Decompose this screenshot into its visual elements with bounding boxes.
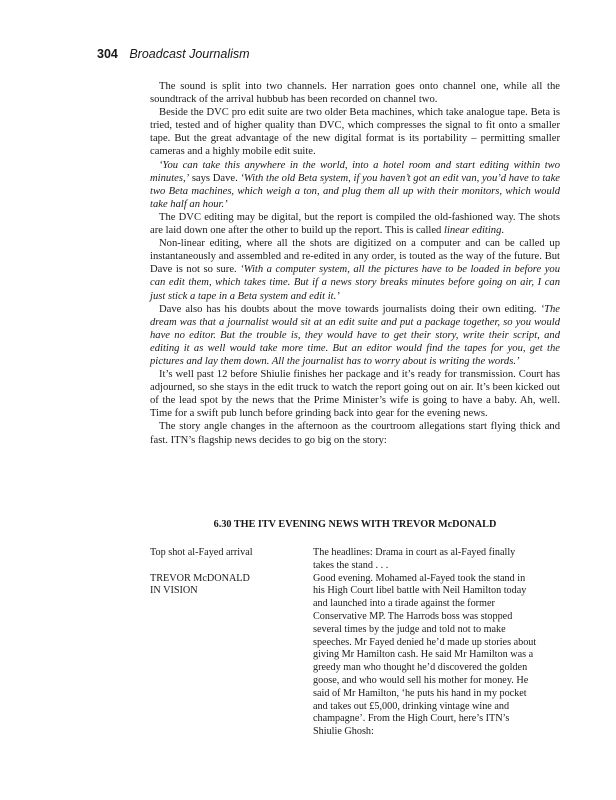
text-run: The DVC editing may be digital, but the report is compiled the old-fashioned way. The shots are laid down one after the other to build up the report. This is called <box>150 211 560 237</box>
narration-line: said of Mr Hamilton, ‘he puts his hand in my pocket <box>313 687 527 699</box>
text-run: Dave also has his doubts about the move towards journalists doing their own editing. <box>159 303 541 315</box>
narration-line: Conservative MP. The Harrods boss was stopped <box>313 610 513 622</box>
narration-line: takes the stand . . . <box>313 559 389 571</box>
shot-description <box>150 573 313 739</box>
narration-line: speeches. Mr Fayed denied he’d made up stories about <box>313 636 537 648</box>
narration-line: goose, and who would sell his mother for money. He <box>313 674 529 686</box>
script-title: 6.30 THE ITV EVENING NEWS WITH TREVOR McDONALD <box>213 519 497 530</box>
script-row <box>150 573 560 739</box>
text-run: Beside the DVC pro edit suite are two older Beta machines, which take analogue tape. Beta is tried, tested and of higher quality than DVC, which compresses the signal to fit onto a smaller tape. But the great advantage of the new digital format is its portability – permitting smaller cameras and a highly mobile edit suite. <box>150 107 560 158</box>
page-number: 304 <box>97 47 118 61</box>
shot-line: Top shot al-Fayed arrival <box>150 547 253 558</box>
narration-line: his High Court libel battle with Neil Hamilton today <box>313 585 527 597</box>
paragraph <box>150 303 560 368</box>
narration-line: and launched into a tirade against the former <box>313 598 495 610</box>
narration-line: greedy man who thought he’d discovered the golden <box>313 662 528 674</box>
paragraph <box>150 420 560 446</box>
paragraph <box>150 237 560 302</box>
narration-line: Good evening. Mohamed al-Fayed took the stand in <box>313 572 526 584</box>
shot-description <box>150 547 313 573</box>
text-run: . <box>501 225 505 237</box>
narration <box>313 573 553 739</box>
narration-line: several times by the judge and told not to make <box>313 623 506 635</box>
shot-line: TREVOR McDONALD <box>150 572 250 584</box>
narration-line: champagne’. From the High Court, here’s ITN’s <box>313 713 510 725</box>
italic-text: linear editing <box>444 225 502 237</box>
running-header <box>97 47 250 61</box>
text-run: Non-linear editing, where all the shots are digitized on a computer and can be called up instantaneously and assembled and re-edited in any order, is touted as the way of the future. But Dave is not so sure. <box>150 238 560 276</box>
narration-line: giving Mr Hamilton cash. He said Mr Hamilton was a <box>313 649 534 661</box>
narration-line: The headlines: Drama in court as al-Fayed finally <box>313 547 516 558</box>
shot-line: IN VISION <box>150 585 198 597</box>
book-title: Broadcast Journalism <box>129 47 250 61</box>
italic-text: ‘With the old Beta system, if you haven’t got an edit van, you’d have to take two Beta machines, which weigh a ton, and plug them all up with their monitors, which would take half an hour.’ <box>150 172 560 210</box>
paragraph <box>150 211 560 237</box>
script-row <box>150 547 560 573</box>
paragraph <box>150 368 560 420</box>
body-text <box>150 80 560 447</box>
text-run: The story angle changes in the afternoon as the courtroom allegations start flying thick and fast. ITN’s flagship news decides to go big on the story: <box>150 421 560 446</box>
paragraph <box>150 106 560 158</box>
narration <box>313 547 553 573</box>
text-run: says Dave. <box>189 172 241 184</box>
text-run: It’s well past 12 before Shiulie finishes her package and it’s ready for transmission. Court has adjourned, so she stays in the edit truck to watch the report going out on air. It’s been kicked out of the lead spot by the news that the Prime Minister’s wife is going to have a baby. Ah, well. Time for a swift pub lunch before grinding back into gear for the evening news. <box>150 369 560 420</box>
text-run: The sound is split into two channels. Her narration goes onto channel one, while all the soundtrack of the arrival hubbub has been recorded on channel two. <box>150 81 560 106</box>
paragraph <box>150 80 560 106</box>
italic-text: ‘With a computer system, all the pictures have to be loaded in before you can edit them, which takes time. But if a news story breaks minutes before going on air, I can just stick a tape in a Beta system and edit it.’ <box>150 264 560 302</box>
news-script <box>150 547 560 739</box>
italic-text: ‘The dream was that a journalist would sit at an edit suite and put a package together, so you would have no editor. But the trouble is, they would have to get their story, write their script, and editing it as well would take more time. But an editor would find the tapes for you, get the pictures and lay them down. All the journalist has to worry about is writing the words.’ <box>150 303 560 367</box>
narration-line: Shiulie Ghosh: <box>313 726 374 738</box>
paragraph <box>150 159 560 211</box>
italic-text: ‘You can take this anywhere in the world, into a hotel room and start editing within two minutes,’ <box>150 159 560 184</box>
narration-line: and takes out £5,000, drinking vintage wine and <box>313 700 510 712</box>
